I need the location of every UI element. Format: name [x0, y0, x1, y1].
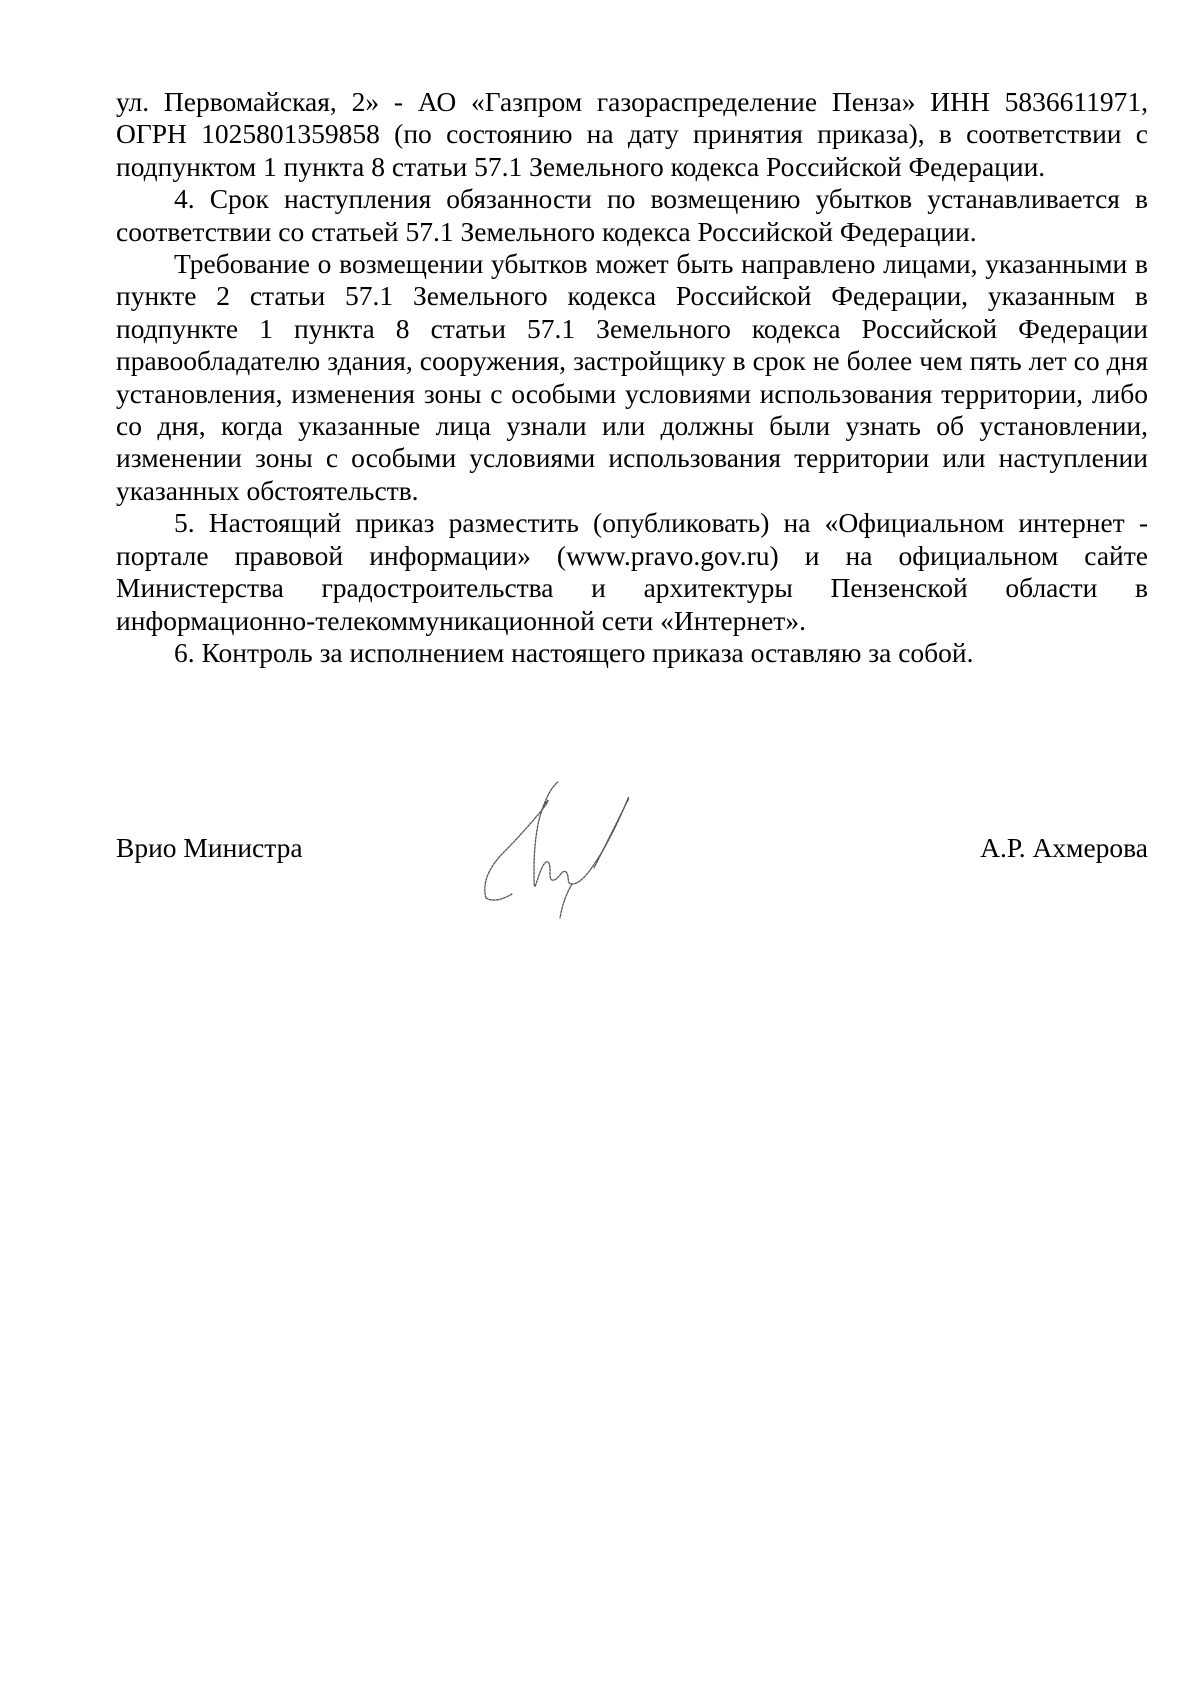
paragraph-item-4: 4. Срок наступления обязанности по возмещению убытков устанавливается в соответствии со статьей 57.1 Земельного кодекса Российской Федерации.: [116, 183, 1148, 247]
paragraph-continuation: ул. Первомайская, 2» - АО «Газпром газораспределение Пенза» ИНН 5836611971, ОГРН 1025801359858 (по состоянию на дату принятия приказа), в соответствии с подпунктом 1 пункта 8 статьи 57.1 Земельного кодекса Российской Федерации.: [116, 86, 1148, 182]
signatory-title: Врио Министра: [116, 832, 303, 863]
paragraph-claim-requirement: Требование о возмещении убытков может быть направлено лицами, указанными в пункте 2 статьи 57.1 Земельного кодекса Российской Федерации, указанным в подпункте 1 пункта 8 статьи 57.1 Земельного кодекса Российской Федерации правообладателю здания, сооружения, застройщику в срок не более чем пять лет со дня установления, изменения зоны с особыми условиями использования территории, либо со дня, когда указанные лица узнали или должны были узнать об установлении, изменении зоны с особыми условиями использования территории или наступлении указанных обстоятельств.: [116, 248, 1148, 506]
document-body: [116, 86, 1148, 669]
signatory-name: А.Р. Ахмерова: [980, 832, 1148, 863]
handwritten-signature: [478, 780, 658, 920]
paragraph-item-5: 5. Настоящий приказ разместить (опубликовать) на «Официальном интернет - портале правовой информации» (www.pravo.gov.ru) и на официальном сайте Министерства градостроительства и архитектуры Пензенской области в информационно-телекоммуникационной сети «Интернет».: [116, 507, 1148, 636]
paragraph-item-6: 6. Контроль за исполнением настоящего приказа оставляю за собой.: [174, 636, 974, 668]
